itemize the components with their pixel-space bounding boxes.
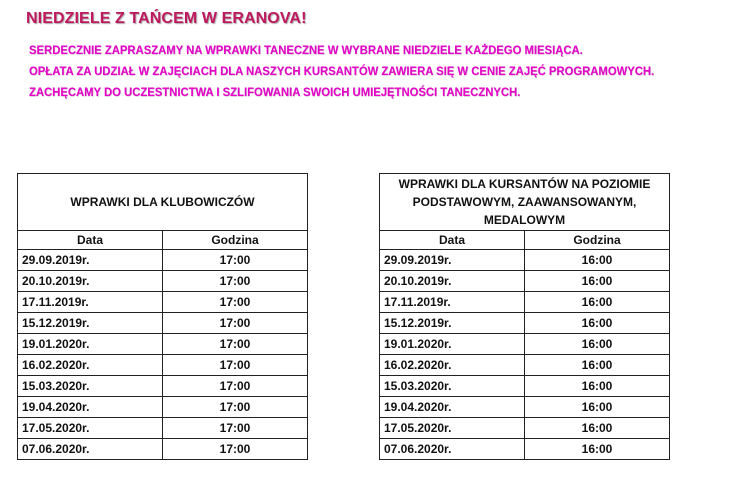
time-cell: 17:00 [163,376,308,397]
column-header-date: Data [18,231,163,250]
table-row [380,397,670,418]
column-header-date: Data [380,231,525,250]
time-cell: 16:00 [525,376,670,397]
time-cell: 17:00 [163,439,308,460]
date-cell: 15.12.2019r. [380,313,525,334]
table-row [380,439,670,460]
table-row [380,355,670,376]
date-cell: 07.06.2020r. [380,439,525,460]
table-row [380,271,670,292]
table-row [18,250,308,271]
table-row [380,250,670,271]
time-cell: 17:00 [163,418,308,439]
date-cell: 15.03.2020r. [380,376,525,397]
table-row [18,355,308,376]
table-row [18,271,308,292]
table-row [18,334,308,355]
time-cell: 16:00 [525,439,670,460]
table-row [380,313,670,334]
time-cell: 17:00 [163,313,308,334]
page-title: NIEDZIELE Z TAŃCEM W ERANOVA! [26,10,307,27]
table-row [18,397,308,418]
date-cell: 16.02.2020r. [18,355,163,376]
header-line: PODSTAWOWYM, ZAAWANSOWANYM, [412,195,637,209]
table-row [18,418,308,439]
club-table-header: WPRAWKI DLA KLUBOWICZÓW [18,174,308,231]
time-cell: 16:00 [525,355,670,376]
column-header-time: Godzina [163,231,308,250]
students-table-header [380,174,670,231]
students-table-body [380,250,670,460]
intro-text [29,40,654,103]
time-cell: 16:00 [525,397,670,418]
header-line: MEDALOWYM [483,213,566,227]
date-cell: 15.03.2020r. [18,376,163,397]
column-header-time: Godzina [525,231,670,250]
time-cell: 17:00 [163,271,308,292]
date-cell: 20.10.2019r. [380,271,525,292]
time-cell: 17:00 [163,355,308,376]
time-cell: 16:00 [525,313,670,334]
date-cell: 15.12.2019r. [18,313,163,334]
club-table-body [18,250,308,460]
date-cell: 17.05.2020r. [380,418,525,439]
table-row [18,376,308,397]
table-row [380,292,670,313]
table-row [18,439,308,460]
date-cell: 29.09.2019r. [380,250,525,271]
date-cell: 19.04.2020r. [380,397,525,418]
date-cell: 19.01.2020r. [18,334,163,355]
intro-line: ZACHĘCAMY DO UCZESTNICTWA I SZLIFOWANIA SWOICH UMIEJĘTNOŚCI TANECZNYCH. [29,85,521,99]
students-schedule-table [379,173,670,460]
time-cell: 16:00 [525,292,670,313]
date-cell: 19.04.2020r. [18,397,163,418]
date-cell: 29.09.2019r. [18,250,163,271]
intro-line: OPŁATA ZA UDZIAŁ W ZAJĘCIACH DLA NASZYCH KURSANTÓW ZAWIERA SIĘ W CENIE ZAJĘĆ PROGRAMOWYCH. [29,64,655,78]
table-row [380,418,670,439]
header-line: WPRAWKI DLA KURSANTÓW NA POZIOMIE [398,177,651,191]
time-cell: 17:00 [163,292,308,313]
time-cell: 17:00 [163,397,308,418]
table-row [18,313,308,334]
table-row [380,376,670,397]
time-cell: 17:00 [163,334,308,355]
time-cell: 16:00 [525,250,670,271]
table-row [18,292,308,313]
date-cell: 17.05.2020r. [18,418,163,439]
date-cell: 19.01.2020r. [380,334,525,355]
intro-line: SERDECZNIE ZAPRASZAMY NA WPRAWKI TANECZNE W WYBRANE NIEDZIELE KAŻDEGO MIESIĄCA. [29,43,583,57]
date-cell: 17.11.2019r. [18,292,163,313]
time-cell: 16:00 [525,271,670,292]
date-cell: 16.02.2020r. [380,355,525,376]
table-row [380,334,670,355]
date-cell: 20.10.2019r. [18,271,163,292]
time-cell: 17:00 [163,250,308,271]
club-schedule-table [17,173,308,460]
date-cell: 07.06.2020r. [18,439,163,460]
time-cell: 16:00 [525,418,670,439]
date-cell: 17.11.2019r. [380,292,525,313]
time-cell: 16:00 [525,334,670,355]
